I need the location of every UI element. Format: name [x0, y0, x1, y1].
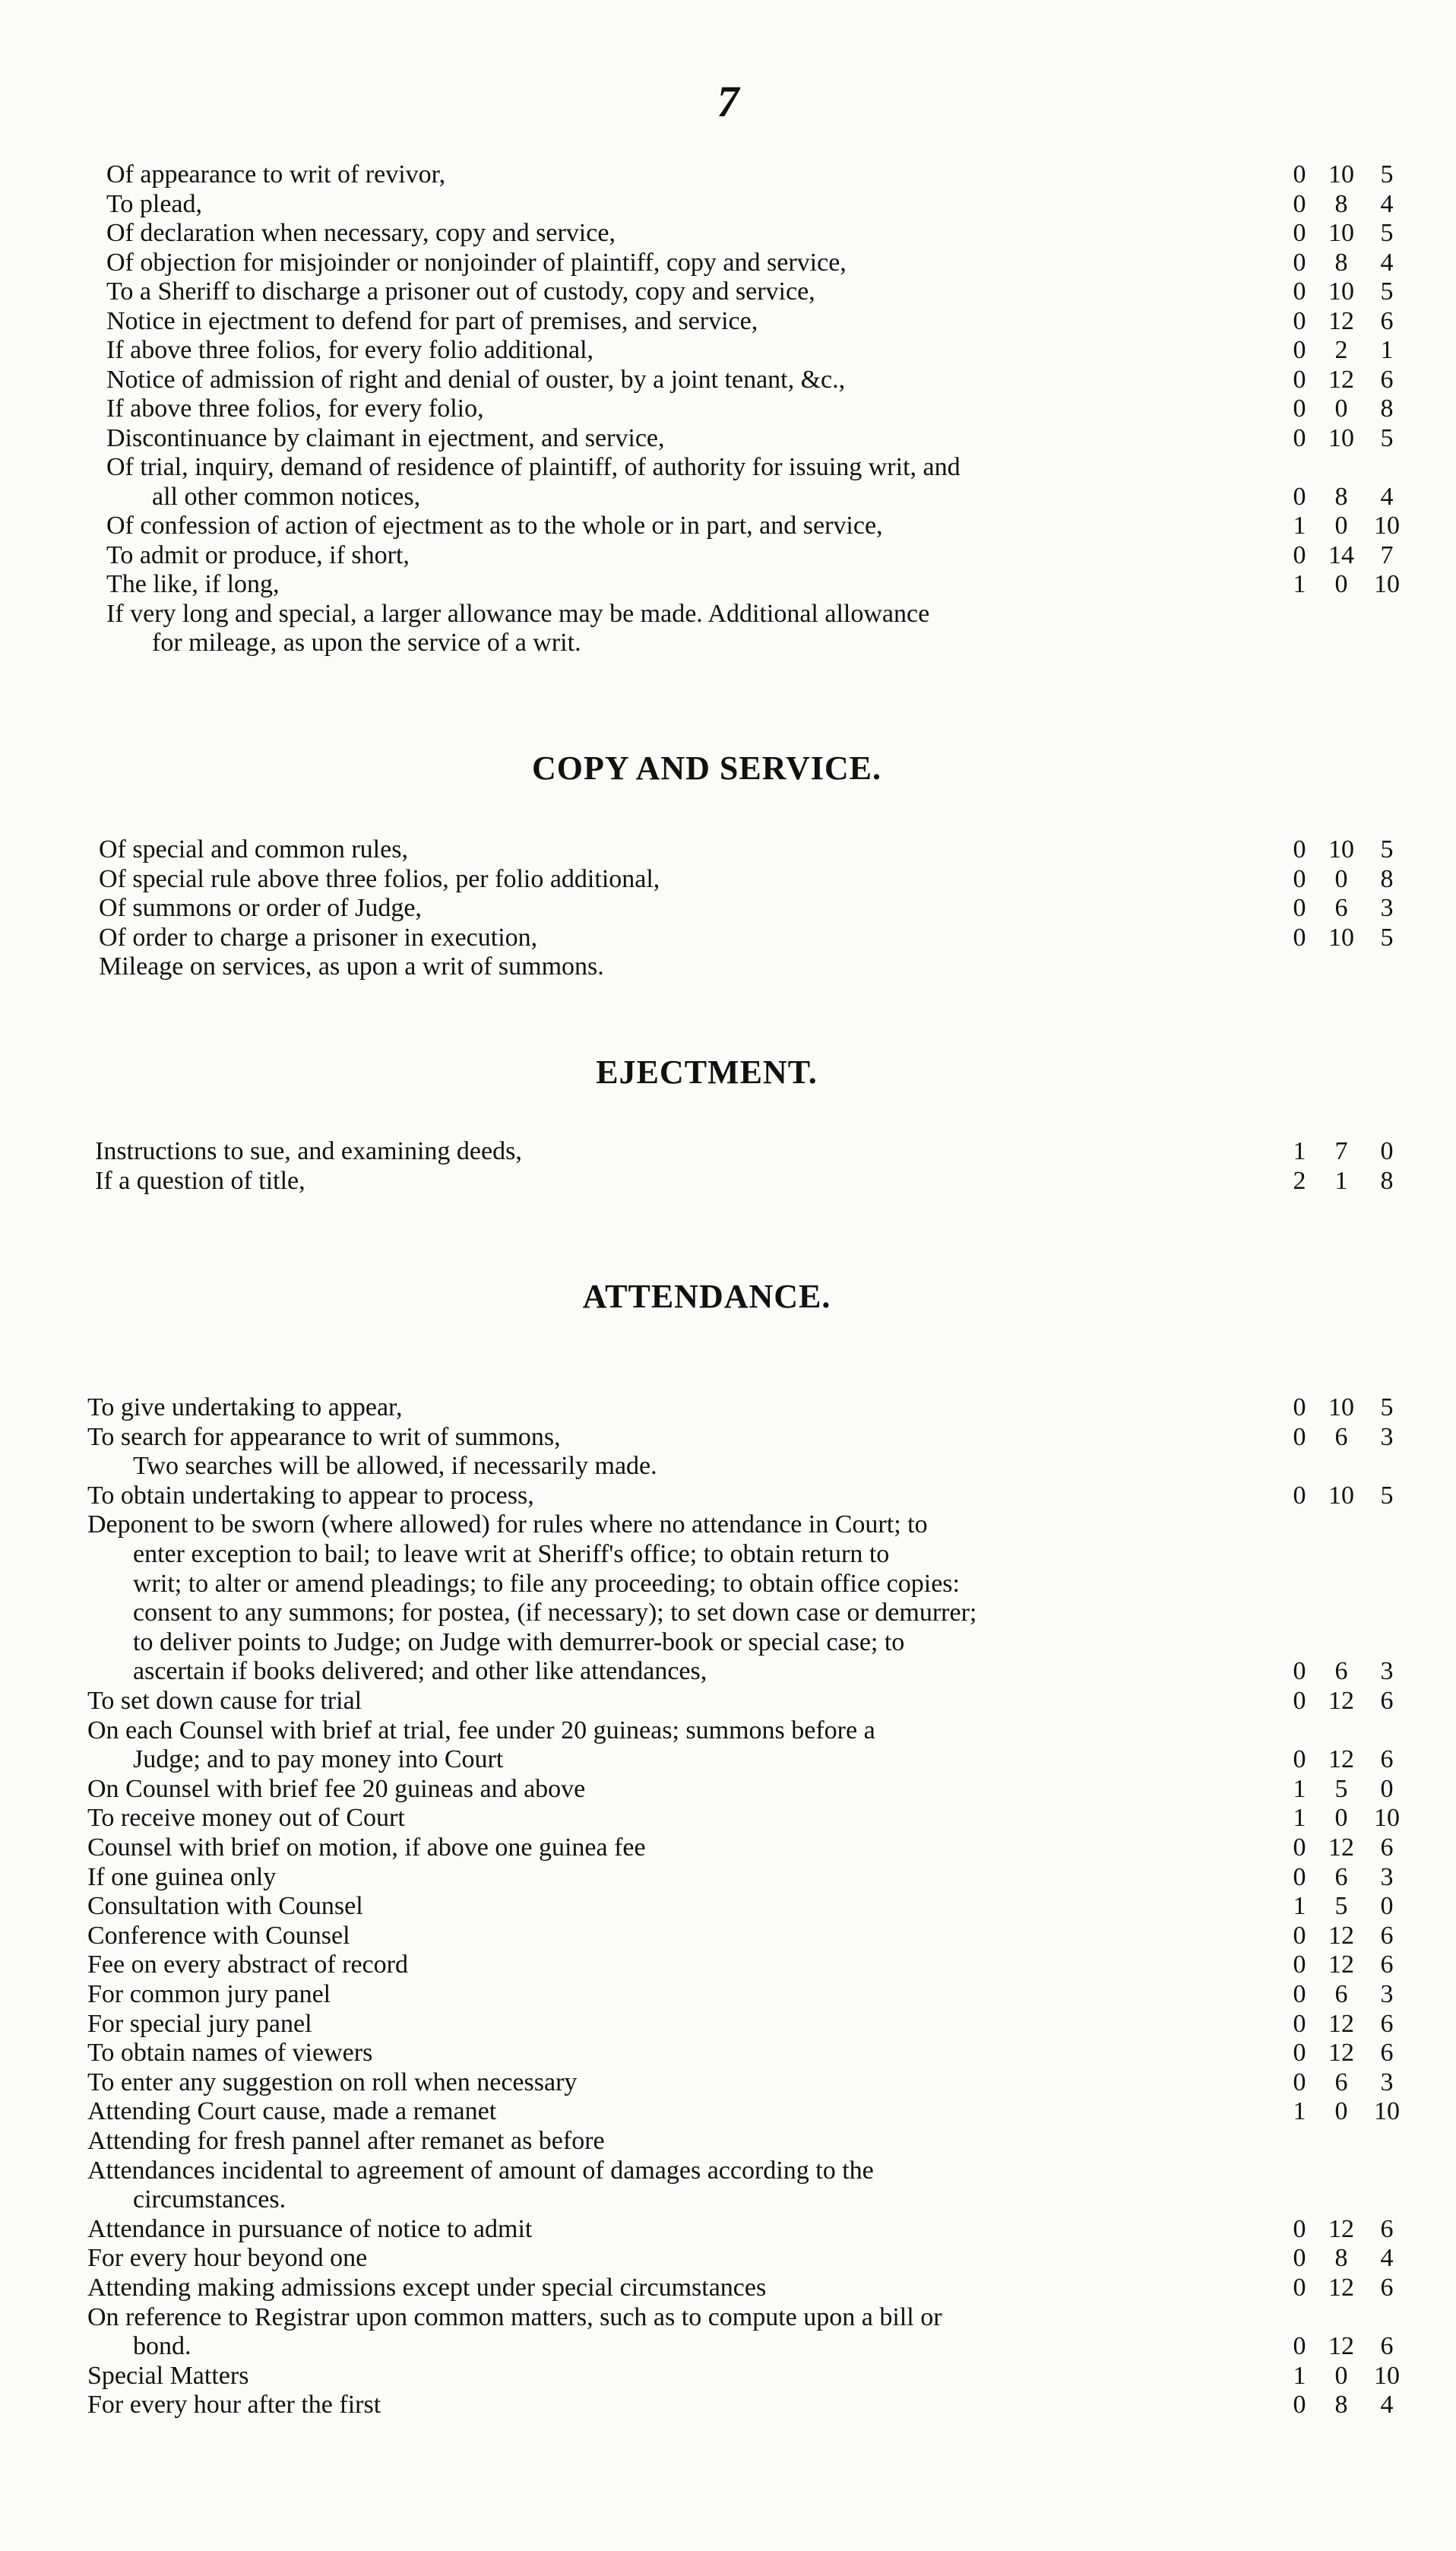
fee-entry [0, 835, 1456, 865]
amount-pence: 5 [1380, 923, 1394, 952]
fee-entry [0, 306, 1456, 337]
amount-pence: 3 [1380, 1980, 1394, 2008]
fee-entry [0, 189, 1456, 220]
amount-pounds: 1 [1293, 570, 1306, 598]
entry-text: Of confession of action of ejectment as to the whole or in part, and service, [106, 512, 883, 540]
amount-pounds: 0 [1293, 2009, 1306, 2038]
amount-pence: 5 [1380, 1393, 1394, 1421]
amount-pence: 6 [1380, 306, 1394, 335]
amount-pounds: 0 [1293, 189, 1306, 218]
amount-pence: 3 [1380, 1657, 1394, 1686]
amount-shillings: 10 [1328, 835, 1354, 864]
amount-pounds: 1 [1293, 2361, 1306, 2390]
entry-text: Notice of admission of right and denial of ouster, by a joint tenant, &c., [106, 365, 846, 394]
amount-pounds: 0 [1293, 835, 1306, 864]
amount-pounds: 0 [1293, 482, 1306, 511]
entry-text: Discontinuance by claimant in ejectment, and service, [106, 423, 665, 452]
fee-entry [0, 540, 1456, 571]
amount-shillings: 6 [1334, 1422, 1348, 1451]
amount-pence: 3 [1380, 894, 1394, 922]
amount-pounds: 0 [1293, 2068, 1306, 2096]
amount-pounds: 2 [1293, 1166, 1306, 1195]
amount-shillings: 6 [1334, 2068, 1348, 2096]
fee-entry [0, 1569, 1456, 1599]
entry-text: Of objection for misjoinder or nonjoinder of plaintiff, copy and service, [106, 248, 847, 277]
entry-text: Of special rule above three folios, per folio additional, [99, 864, 660, 893]
amount-shillings: 12 [1328, 365, 1354, 394]
entry-text: consent to any summons; for postea, (if necessary); to set down case or demurrer; [133, 1599, 977, 1627]
amount-pence: 10 [1374, 512, 1400, 540]
amount-pence: 0 [1380, 1892, 1394, 1921]
amount-pence: 5 [1380, 219, 1394, 247]
fee-entry [0, 1803, 1456, 1833]
amount-shillings: 0 [1334, 864, 1348, 893]
amount-pounds: 1 [1293, 1774, 1306, 1803]
fee-entry [0, 482, 1456, 512]
amount-pence: 6 [1380, 2332, 1394, 2361]
fee-entry [0, 1950, 1456, 1980]
fee-entry [0, 628, 1456, 658]
amount-pence: 5 [1380, 423, 1394, 452]
amount-pence: 0 [1380, 1137, 1394, 1165]
section-heading: EJECTMENT. [596, 1054, 818, 1091]
amount-pence: 5 [1380, 277, 1394, 306]
amount-shillings: 10 [1328, 219, 1354, 247]
amount-shillings: 12 [1328, 2039, 1354, 2068]
fee-entry [0, 2243, 1456, 2274]
amount-pence: 8 [1380, 864, 1394, 893]
amount-pounds: 0 [1293, 1393, 1306, 1421]
fee-entry [0, 2096, 1456, 2127]
fee-entry [0, 1979, 1456, 2010]
amount-pence: 3 [1380, 1422, 1394, 1451]
amount-pence: 6 [1380, 365, 1394, 394]
amount-pounds: 0 [1293, 894, 1306, 922]
amount-pence: 1 [1380, 336, 1394, 364]
entry-text: For special jury panel [87, 2009, 312, 2038]
amount-shillings: 5 [1334, 1774, 1348, 1803]
amount-shillings: 8 [1334, 482, 1348, 511]
fee-entry [0, 1627, 1456, 1658]
amount-pounds: 1 [1293, 1892, 1306, 1921]
entry-text: writ; to alter or amend pleadings; to file any proceeding; to obtain office copies: [133, 1569, 960, 1598]
amount-pence: 6 [1380, 2009, 1394, 2038]
amount-pence: 4 [1380, 248, 1394, 277]
page-number: 7 [717, 77, 739, 126]
section-heading: COPY AND SERVICE. [532, 749, 882, 787]
amount-pence: 10 [1374, 2361, 1400, 2390]
amount-pounds: 0 [1293, 2391, 1306, 2419]
amount-pounds: 1 [1293, 512, 1306, 540]
amount-pence: 8 [1380, 395, 1394, 423]
amount-shillings: 1 [1334, 1166, 1348, 1195]
entry-text: If one guinea only [87, 1862, 277, 1891]
fee-entry [0, 1539, 1456, 1570]
amount-pounds: 0 [1293, 1481, 1306, 1510]
fee-entry [0, 599, 1456, 629]
entry-text: Attending Court cause, made a remanet [87, 2097, 497, 2126]
amount-pence: 6 [1380, 2039, 1394, 2068]
amount-pence: 5 [1380, 1481, 1394, 1510]
fee-entry [0, 452, 1456, 483]
amount-pence: 3 [1380, 1862, 1394, 1891]
amount-shillings: 12 [1328, 2009, 1354, 2038]
amount-pence: 4 [1380, 2391, 1394, 2419]
amount-pence: 4 [1380, 2244, 1394, 2273]
amount-pounds: 0 [1293, 864, 1306, 893]
amount-shillings: 0 [1334, 570, 1348, 598]
entry-text: all other common notices, [152, 482, 421, 511]
amount-shillings: 10 [1328, 277, 1354, 306]
entry-text: To a Sheriff to discharge a prisoner out of custody, copy and service, [106, 277, 815, 306]
fee-entry [0, 1656, 1456, 1687]
amount-pence: 8 [1380, 1166, 1394, 1195]
entry-text: Special Matters [87, 2361, 249, 2390]
fee-entry [0, 1833, 1456, 1863]
amount-shillings: 10 [1328, 423, 1354, 452]
amount-shillings: 8 [1334, 2244, 1348, 2273]
fee-entry [0, 2390, 1456, 2420]
amount-pounds: 0 [1293, 277, 1306, 306]
amount-pence: 0 [1380, 1774, 1394, 1803]
fee-entry [0, 1716, 1456, 1746]
entry-text: To enter any suggestion on roll when necessary [87, 2068, 578, 2096]
fee-entry [0, 218, 1456, 249]
entry-text: Of special and common rules, [99, 835, 408, 864]
entry-text: Mileage on services, as upon a writ of summons. [99, 952, 604, 981]
amount-pence: 5 [1380, 835, 1394, 864]
amount-pounds: 0 [1293, 2244, 1306, 2273]
fee-entry [0, 1686, 1456, 1716]
entry-text: circumstances. [133, 2185, 286, 2214]
entry-text: Of order to charge a prisoner in execution, [99, 923, 538, 952]
entry-text: If very long and special, a larger allowance may be made. Additional allowance [106, 599, 930, 628]
fee-entry [0, 335, 1456, 366]
fee-entry [0, 2331, 1456, 2362]
amount-pounds: 0 [1293, 2039, 1306, 2068]
fee-entry [0, 365, 1456, 395]
amount-pounds: 0 [1293, 1657, 1306, 1686]
entry-text: On Counsel with brief fee 20 guineas and above [87, 1774, 586, 1803]
fee-entry [0, 2214, 1456, 2245]
amount-shillings: 7 [1334, 1137, 1348, 1165]
entry-text: If a question of title, [95, 1166, 305, 1195]
fee-entry [0, 277, 1456, 307]
amount-pounds: 0 [1293, 1422, 1306, 1451]
entry-text: Judge; and to pay money into Court [133, 1745, 504, 1774]
amount-shillings: 12 [1328, 1687, 1354, 1715]
amount-pence: 6 [1380, 1921, 1394, 1950]
entry-text: On each Counsel with brief at trial, fee under 20 guineas; summons before a [87, 1716, 875, 1745]
amount-pounds: 0 [1293, 1833, 1306, 1862]
amount-pounds: 0 [1293, 1687, 1306, 1715]
fee-entry [0, 1393, 1456, 1423]
entry-text: Of summons or order of Judge, [99, 894, 422, 922]
entry-text: bond. [133, 2332, 191, 2361]
fee-entry [0, 2185, 1456, 2215]
amount-pounds: 0 [1293, 336, 1306, 364]
entry-text: To plead, [106, 189, 203, 218]
entry-text: enter exception to bail; to leave writ at Sheriff's office; to obtain return to [133, 1540, 890, 1568]
amount-pence: 10 [1374, 2097, 1400, 2126]
amount-pence: 3 [1380, 2068, 1394, 2096]
entry-text: Attending making admissions except under special circumstances [87, 2274, 767, 2302]
fee-entry [0, 1745, 1456, 1775]
entry-text: to deliver points to Judge; on Judge with demurrer-book or special case; to [133, 1627, 905, 1656]
amount-pence: 10 [1374, 570, 1400, 598]
fee-entry [0, 511, 1456, 541]
fee-entry [0, 248, 1456, 278]
fee-entry [0, 160, 1456, 190]
fee-entry [0, 1774, 1456, 1805]
entry-text: If above three folios, for every folio, [106, 395, 484, 423]
amount-shillings: 8 [1334, 248, 1348, 277]
amount-pence: 5 [1380, 160, 1394, 189]
amount-pounds: 0 [1293, 306, 1306, 335]
entry-text: The like, if long, [106, 570, 280, 598]
entry-text: If above three folios, for every folio additional, [106, 336, 594, 364]
entry-text: For every hour after the first [87, 2391, 381, 2419]
entry-text: Of trial, inquiry, demand of residence of plaintiff, of authority for issuing writ, and [106, 453, 961, 481]
fee-entry [0, 923, 1456, 953]
entry-text: Of appearance to writ of revivor, [106, 160, 446, 189]
entry-text: To give undertaking to appear, [87, 1393, 403, 1421]
entry-text: To obtain names of viewers [87, 2039, 373, 2068]
fee-entry [0, 2068, 1456, 2098]
amount-shillings: 0 [1334, 512, 1348, 540]
fee-entry [0, 952, 1456, 982]
entry-text: For common jury panel [87, 1980, 331, 2008]
fee-entry [0, 2126, 1456, 2156]
amount-pounds: 0 [1293, 395, 1306, 423]
amount-pence: 4 [1380, 189, 1394, 218]
amount-shillings: 0 [1334, 395, 1348, 423]
entry-text: Two searches will be allowed, if necessarily made. [133, 1452, 657, 1481]
fee-entry [0, 1166, 1456, 1196]
amount-shillings: 8 [1334, 189, 1348, 218]
amount-shillings: 10 [1328, 923, 1354, 952]
amount-shillings: 6 [1334, 1657, 1348, 1686]
amount-pence: 6 [1380, 1745, 1394, 1774]
amount-shillings: 0 [1334, 1804, 1348, 1833]
amount-shillings: 12 [1328, 2332, 1354, 2361]
fee-entry [0, 893, 1456, 924]
entry-text: To set down cause for trial [87, 1687, 362, 1715]
entry-text: Notice in ejectment to defend for part of premises, and service, [106, 306, 758, 335]
amount-pounds: 0 [1293, 923, 1306, 952]
amount-pence: 6 [1380, 1687, 1394, 1715]
fee-entry [0, 1891, 1456, 1922]
amount-pounds: 0 [1293, 1921, 1306, 1950]
entry-text: Instructions to sue, and examining deeds, [95, 1137, 522, 1165]
fee-entry [0, 1422, 1456, 1453]
amount-pounds: 0 [1293, 219, 1306, 247]
fee-entry [0, 864, 1456, 895]
amount-pence: 7 [1380, 540, 1394, 569]
amount-pounds: 0 [1293, 2274, 1306, 2302]
entry-text: On reference to Registrar upon common matters, such as to compute upon a bill or [87, 2302, 942, 2331]
amount-pounds: 1 [1293, 1137, 1306, 1165]
fee-entry [0, 2273, 1456, 2303]
amount-shillings: 6 [1334, 1980, 1348, 2008]
amount-shillings: 0 [1334, 2361, 1348, 2390]
entry-text: Attending for fresh pannel after remanet as before [87, 2127, 605, 2155]
amount-shillings: 12 [1328, 2214, 1354, 2243]
entry-text: Of declaration when necessary, copy and service, [106, 219, 616, 247]
amount-pounds: 0 [1293, 423, 1306, 452]
section-heading: ATTENDANCE. [582, 1278, 831, 1315]
amount-pounds: 0 [1293, 2214, 1306, 2243]
amount-shillings: 14 [1328, 540, 1354, 569]
fee-entry [0, 423, 1456, 454]
entry-text: Conference with Counsel [87, 1921, 350, 1950]
amount-shillings: 10 [1328, 160, 1354, 189]
entry-text: To receive money out of Court [87, 1804, 405, 1833]
amount-shillings: 5 [1334, 1892, 1348, 1921]
fee-entry [0, 1921, 1456, 1951]
amount-shillings: 0 [1334, 2097, 1348, 2126]
entry-text: Attendance in pursuance of notice to admit [87, 2214, 533, 2243]
fee-entry [0, 394, 1456, 424]
amount-shillings: 12 [1328, 1833, 1354, 1862]
amount-pounds: 0 [1293, 365, 1306, 394]
amount-pounds: 0 [1293, 160, 1306, 189]
amount-pounds: 0 [1293, 2332, 1306, 2361]
fee-entry [0, 2361, 1456, 2391]
amount-pounds: 0 [1293, 1862, 1306, 1891]
entry-text: Fee on every abstract of record [87, 1950, 408, 1979]
entry-text: For every hour beyond one [87, 2244, 368, 2273]
fee-entry [0, 1862, 1456, 1893]
fee-entry [0, 2302, 1456, 2333]
fee-entry [0, 1136, 1456, 1167]
amount-shillings: 6 [1334, 894, 1348, 922]
amount-shillings: 12 [1328, 1921, 1354, 1950]
amount-pence: 10 [1374, 1804, 1400, 1833]
fee-entry [0, 1510, 1456, 1540]
entry-text: To search for appearance to writ of summons, [87, 1422, 561, 1451]
entry-text: for mileage, as upon the service of a writ. [152, 629, 581, 657]
fee-entry [0, 2009, 1456, 2039]
amount-pence: 6 [1380, 2214, 1394, 2243]
amount-shillings: 10 [1328, 1393, 1354, 1421]
amount-pounds: 0 [1293, 248, 1306, 277]
entry-text: To admit or produce, if short, [106, 540, 410, 569]
entry-text: Consultation with Counsel [87, 1892, 363, 1921]
amount-pounds: 1 [1293, 1804, 1306, 1833]
amount-shillings: 2 [1334, 336, 1348, 364]
amount-shillings: 10 [1328, 1481, 1354, 1510]
amount-pence: 6 [1380, 1833, 1394, 1862]
amount-pounds: 0 [1293, 1950, 1306, 1979]
entry-text: Attendances incidental to agreement of amount of damages according to the [87, 2156, 874, 2185]
amount-shillings: 12 [1328, 306, 1354, 335]
amount-pounds: 0 [1293, 1745, 1306, 1774]
amount-shillings: 12 [1328, 1745, 1354, 1774]
amount-shillings: 12 [1328, 2274, 1354, 2302]
fee-entry [0, 1481, 1456, 1511]
amount-shillings: 8 [1334, 2391, 1348, 2419]
entry-text: To obtain undertaking to appear to process, [87, 1481, 534, 1510]
fee-entry [0, 1598, 1456, 1628]
amount-pence: 4 [1380, 482, 1394, 511]
amount-pounds: 1 [1293, 2097, 1306, 2126]
amount-pence: 6 [1380, 2274, 1394, 2302]
fee-entry [0, 1451, 1456, 1481]
fee-entry [0, 569, 1456, 600]
entry-text: Counsel with brief on motion, if above one guinea fee [87, 1833, 646, 1862]
amount-pence: 6 [1380, 1950, 1394, 1979]
amount-pounds: 0 [1293, 540, 1306, 569]
entry-text: Deponent to be sworn (where allowed) for rules where no attendance in Court; to [87, 1510, 928, 1539]
entry-text: ascertain if books delivered; and other like attendances, [133, 1657, 707, 1686]
fee-entry [0, 2038, 1456, 2068]
amount-shillings: 6 [1334, 1862, 1348, 1891]
fee-entry [0, 2156, 1456, 2186]
amount-pounds: 0 [1293, 1980, 1306, 2008]
amount-shillings: 12 [1328, 1950, 1354, 1979]
